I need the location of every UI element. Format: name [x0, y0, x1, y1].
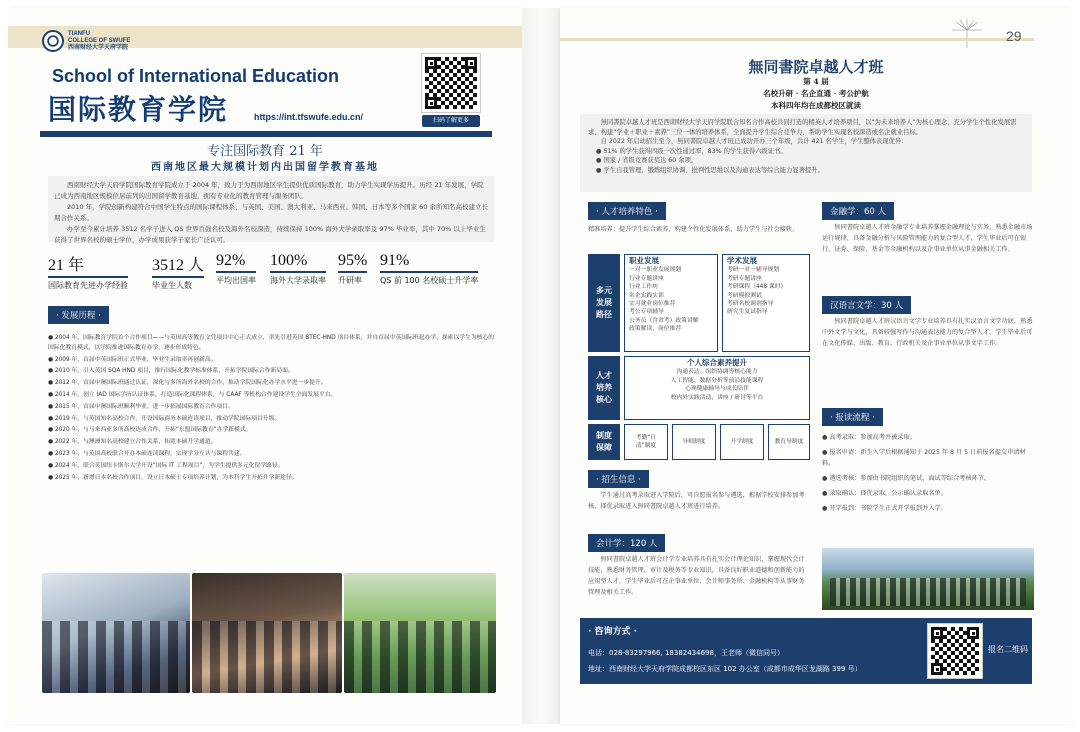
stat-item: [152, 252, 204, 291]
intro-bullet: ● 51% 的学生获得四级一次性通过率，83% 的学生获得六级证书。: [596, 147, 787, 155]
history-item: ● 2025 年，新增日本名校合作项目，设立日本硕士专项培养计划，为本科学生开拓升学新途径。: [48, 474, 298, 481]
academic-item: 考研专题讲座: [727, 275, 762, 282]
intro-paragraph: 自 2022 年启动招生至今，無同書院卓越人才班已成功开办三个年级，共计 421 名学生，学生整体表现优异：: [600, 138, 908, 146]
career-item: 名企实践实训: [629, 292, 664, 299]
academic-cell: [722, 254, 810, 352]
logo-line-2: COLLEGE OF SWUFE: [68, 37, 131, 44]
career-item: 政策解读、岗位推荐: [629, 326, 682, 333]
school-name-cn: 国际教育学院: [48, 93, 229, 126]
stat-value: 21 年: [48, 252, 128, 278]
chinese-heading: 汉语言文学：30 人: [822, 296, 911, 314]
apply-heading: · 报读流程 ·: [822, 408, 883, 426]
history-item: ● 2012 年，首届中澳国际班通过认证，深化与多所海外名校的合作，推动学院国际化办学水平进一步提升。: [48, 380, 327, 387]
apply-steps: [822, 432, 1034, 518]
career-item: 行业专题讲座: [629, 275, 664, 282]
career-item: 一对一职业发展规划: [629, 267, 682, 274]
career-cell: [624, 254, 718, 352]
history-item: ● 2022 年，与澳洲知名高校建立合作关系，拓宽本硕升学通道。: [48, 439, 217, 446]
row-label: 人才培养核心: [588, 356, 620, 420]
admission-heading: · 招生信息 ·: [588, 470, 649, 488]
apply-step: ● 遴选考核：参加由书院组织的笔试、面试等综合考核环节。: [822, 475, 991, 482]
finance-heading: 金融学：60 人: [822, 202, 894, 220]
system-cell: 教育导制度: [768, 424, 810, 460]
history-heading: · 发展历程 ·: [48, 306, 109, 324]
core-cell: [624, 356, 810, 420]
apply-step: ● 开学报到：书院学生正式开学报到并入学。: [822, 505, 947, 512]
core-title: 个人综合素养提升: [687, 358, 747, 367]
photo-students-ceremony: [42, 573, 190, 693]
history-item: ● 2014 年，创立 IAD 国际学历认证体系，打造国际化课程体系，与 CAAF 等机构合作建设学生全面发展平台。: [48, 391, 337, 398]
qr-caption: 报名二维码: [988, 645, 1028, 654]
history-list: [48, 334, 496, 485]
college-emblem-icon: [42, 30, 64, 52]
photo-group: [822, 548, 1034, 610]
finance-text: 無同書院卓越人才班金融学专业培养掌握金融理论与实务，熟悉金融市场运行规律，具备金融分析与风险管理能力的复合型人才，学生毕业后可在银行、证券、保险、基金等金融机构以及企事业单位从事金融相关工作。: [822, 224, 1033, 253]
contact-address: 地址：西南财经大学天府学院成都校区东区 102 办公室（成都市成华区龙湖路 399 号）: [588, 665, 862, 673]
history-item: ● 2024 年，联合英国纽卡斯尔大学开设“国际 IT 工程项目”，为学生提供多元化留学路径。: [48, 462, 284, 469]
logo-line-1: TIANFU: [68, 30, 90, 37]
training-heading: · 人才培养特色 ·: [588, 202, 666, 220]
academic-item: 考研模拟测试: [727, 292, 762, 299]
stat-label: 海外大学录取率: [270, 276, 326, 285]
career-item: 实习就业岗位推荐: [629, 301, 676, 308]
school-url[interactable]: https://int.tfswufe.edu.cn/: [254, 112, 363, 122]
intro-panel: [48, 176, 494, 242]
stat-label: 平均出国率: [216, 276, 256, 285]
program-intro: [580, 114, 1032, 192]
photo-students-outdoor: [344, 573, 496, 693]
history-item: ● 2023 年，与英国高校联合开办本硕连读课程，实现学分互认与课程共建。: [48, 450, 246, 457]
academic-item: 考研一对一辅导规划: [727, 267, 780, 274]
program-campus: 本科四年均在成都校区就读: [771, 101, 861, 110]
system-cell: 导师制度: [672, 424, 716, 460]
program-tagline: 名校升研 · 名企直通 · 考公护航: [763, 89, 869, 98]
stat-label: QS 前 100 名校硕士升学率: [380, 276, 479, 285]
career-item: 公务员（含省考）政策讲解: [629, 317, 699, 324]
signup-qr-code: [928, 624, 982, 678]
logo-line-3: 西南财经大学天府学院: [68, 44, 129, 51]
stat-value: 92%: [216, 252, 256, 273]
row-label: 多元发展路径: [588, 254, 620, 352]
academic-item: 考研名校调剂指导: [727, 301, 774, 308]
history-item: ● 2015 年，首届中澳国际班顺利毕业，进一步拓展国际教育合作项目。: [48, 403, 234, 410]
academic-item: 考研课程（448 课时）: [727, 284, 787, 291]
contact-heading: · 咨询方式 ·: [588, 627, 638, 637]
stat-label: 毕业生人数: [152, 281, 192, 290]
top-rule: [560, 38, 1034, 41]
stat-item: [216, 252, 256, 286]
contact-panel: [580, 618, 1032, 684]
page-number: 29: [1006, 28, 1022, 44]
career-item: 考公专项辅导: [629, 309, 664, 316]
system-cell: 开学制度: [720, 424, 764, 460]
accounting-heading: 会计学：120 人: [588, 534, 665, 552]
school-name-en: School of International Education: [52, 66, 340, 86]
chinese-text: 無同書院卓越人才班汉语言文学专业培养具有扎实汉语言文学功底，熟悉中外文学与文化，具备较强写作与沟通表达能力的复合型人才，学生毕业后可在文化传媒、出版、教育、行政机关及企事业单位从事文字工作。: [822, 318, 1033, 347]
stat-value: 91%: [380, 252, 478, 273]
intro-paragraph: 办学至今累计培养 3512 名学子进入 QS 世界百强名校及海外名校深造，持续保持 100% 海外大学录取率及 97% 毕业率，其中 70% 以上毕业生获得了世界名校的硕士学位，办学成果获学子家长广泛认可。: [54, 225, 486, 244]
stat-value: 3512 人: [152, 252, 204, 278]
contact-phone: 电话：028-83297966, 18382434698，王老师（微信同号）: [588, 649, 784, 657]
intro-paragraph: 2010 年，学院创新构建符合中国学生特点的国际课程体系，与英国、美国、澳大利亚、马来西亚、韩国、日本等多个国家 60 余所知名高校建立长期合作关系。: [54, 203, 489, 222]
photo-students-classroom: [192, 573, 342, 693]
slogan-sub: 西南地区最大规模计划内出国留学教育基地: [151, 162, 379, 173]
college-logo: [42, 30, 130, 52]
admission-text: 学生通过高考录取进入学院后，可自愿报名参与遴选，根据学校安排参加考核，择优录取进入無同書院卓越人才班进行培养。: [588, 492, 805, 510]
academic-item: 研究生复试指导: [727, 309, 768, 316]
history-item: ● 2004 年，国际教育学院首个合作项目——与英国高等教育文凭项目中心正式成立，率先引进英国 BTEC-HND 项目体系，并自首届中英国际班起办学，探索以学生为核心的国际化教育模式，以学院推进国际教育办学，逐步形成特色。: [48, 335, 495, 351]
history-item: ● 2019 年，与英国知名高校合作，开设国际商务本硕连读项目，推动学院国际项目升级。: [48, 415, 281, 422]
intro-paragraph: 西南财经大学天府学院国际教育学院成立于 2004 年，致力于为西南地区学生提供优质国际教育，助力学生实现学历提升。历经 21 年发展，学院已成为西南地区规模位居前列的出国留学教育基地，拥有专业化的教育管理与服务团队。: [54, 181, 484, 200]
divider: [40, 131, 492, 137]
apply-step: ● 报名申请：新生入学后根据通知于 2025 年 8 月 5 日前报名提交申请材料。: [822, 449, 1026, 467]
core-item: 沟通表达、组织协调等核心能力: [676, 369, 758, 376]
history-item: ● 2010 年，引入英国 SQA HND 项目，推行国际化教学标准体系，开拓学院国际合作新局面。: [48, 368, 294, 375]
intro-bullet: ● 国家 / 省级竞赛获奖达 60 余项。: [596, 157, 698, 165]
intro-bullet: ● 学生自我管理，锻炼组织协调、批判性思维以及沟通表达等综合能力显著提升。: [596, 166, 824, 174]
apply-step: ● 高考录取：参加高考并被录取。: [822, 434, 916, 441]
history-item: ● 2020 年，与马来西亚多所高校达成合作，开拓“东盟国际教育”办学新模式。: [48, 427, 252, 434]
stat-item: [270, 252, 326, 286]
core-item: 心理健康辅导与成长陪伴: [685, 386, 749, 393]
stat-value: 95%: [338, 252, 367, 273]
training-intro: 精准培养：提升学生综合素养，构建个性化发展体系，助力学生与社会接轨。: [588, 226, 799, 233]
stat-label: 国际教育先进办学经验: [48, 281, 128, 290]
left-page: [8, 8, 522, 724]
qr-code: [422, 54, 480, 112]
right-page: [560, 8, 1072, 724]
accounting-text: 無同書院卓越人才班会计学专业培养具有扎实会计理论知识，掌握现代会计技能，熟悉财务管理、审计及税务等专业知识，具备良好职业道德和创新能力的应用型人才，学生毕业后可在企事业单位、会计师事务所、金融机构等从事财务管理及相关工作。: [588, 556, 805, 596]
academic-title: 学术发展: [727, 256, 757, 265]
history-item: ● 2009 年，首届中英国际班正式毕业，毕业生录取率再创新高。: [48, 356, 217, 363]
program-title: 無同書院卓越人才班: [748, 58, 884, 76]
core-item: 校内外实践活动、讲座 / 研讨等平台: [670, 394, 764, 401]
book-gutter: [522, 8, 560, 724]
career-item: 行业工作坊: [629, 284, 658, 291]
stat-item: [380, 252, 478, 286]
career-title: 职业发展: [629, 256, 659, 265]
program-cohort: 第 4 届: [803, 77, 829, 86]
core-item: 人工智能、数据分析等前沿技能课程: [670, 377, 764, 384]
row-label: 制度保障: [588, 424, 620, 460]
dandelion-icon: [942, 18, 992, 52]
slogan-main: 专注国际教育 21 年: [207, 144, 323, 159]
qr-caption-button: 扫码了解更多: [422, 115, 480, 127]
apply-step: ● 录取确认：择优录取，公示确认录取名单。: [822, 490, 947, 497]
stat-label: 升研率: [338, 276, 362, 285]
stat-item: [48, 252, 128, 291]
intro-paragraph: 無同書院卓越人才班是西南财经大学天府学院联合知名合作高校共同打造的精英人才培养项目，以“为未来培养人”为核心理念，充分学生个性化发展需求，构建“学业＋职业＋素养”三位一体的培养体系，全面提升学生综合竞争力，帮助学生实现名校深造或名企就业目标。: [588, 119, 1017, 136]
stat-item: [338, 252, 367, 286]
stat-value: 100%: [270, 252, 326, 273]
system-cell: 考勤“日清”制度: [624, 424, 668, 460]
training-grid: [588, 254, 810, 460]
